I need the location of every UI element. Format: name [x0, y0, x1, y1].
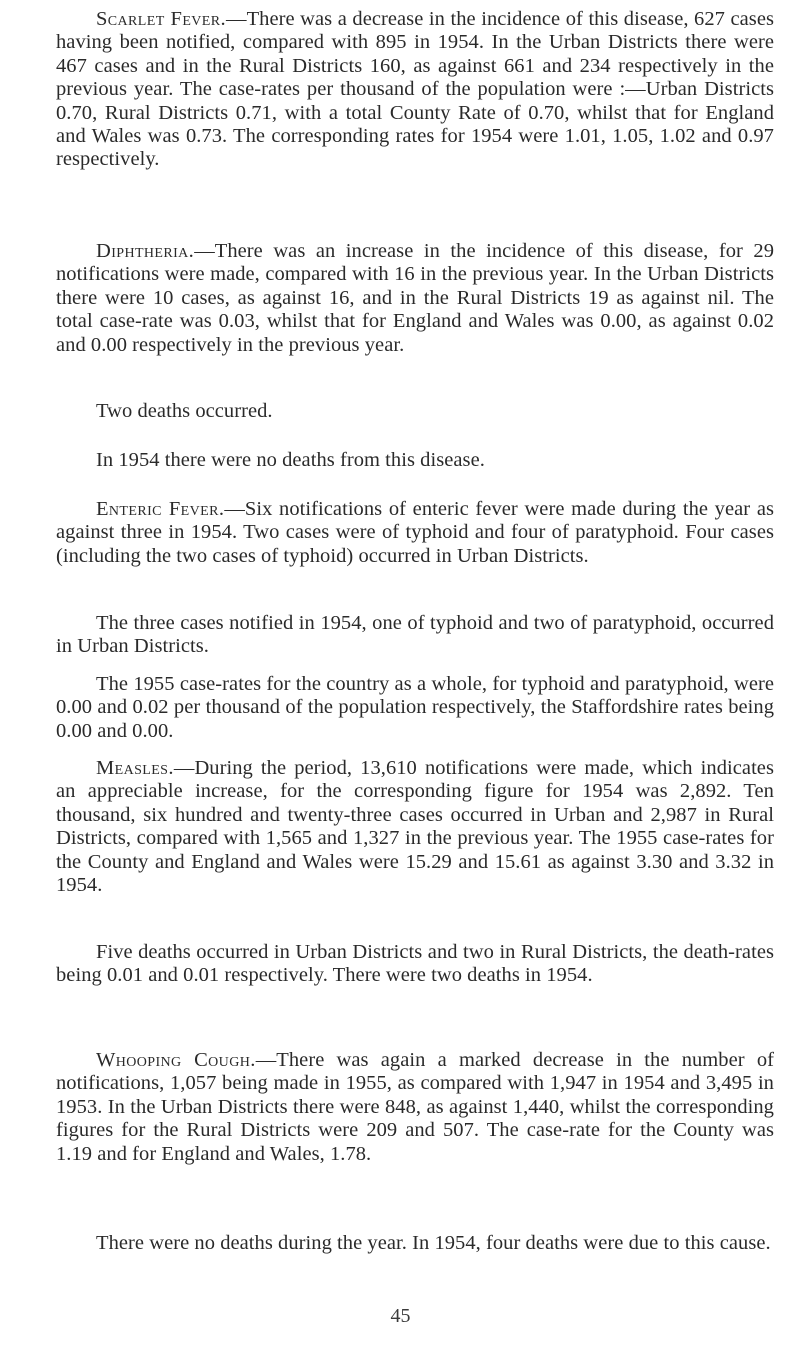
enteric-fever-paragraph: [56, 498, 774, 568]
enteric-fever-heading: Enteric Fever.: [96, 498, 225, 520]
scarlet-fever-heading: Scarlet Fever.: [96, 8, 227, 30]
whooping-cough-paragraph: [56, 1049, 774, 1166]
diphtheria-heading: Diphtheria.: [96, 240, 195, 262]
enteric-fever-text: —Six notifications of enteric fever were made during the year as against three in 1954. Two cases were of typhoid and four of paratyphoid. Four cases (including the two cases of typhoid) occurred in Urban Districts.: [56, 498, 774, 567]
enteric-rates-paragraph: The 1955 case-rates for the country as a whole, for typhoid and paratyphoid, were 0.00 and 0.02 per thousand of the population respectively, the Staffordshire rates being 0.00 and 0.00.: [56, 673, 774, 742]
measles-heading: Measles.: [96, 757, 174, 779]
diphtheria-paragraph: [56, 240, 774, 357]
whooping-cough-heading: Whooping Cough.: [96, 1049, 256, 1071]
enteric-1954-paragraph: The three cases notified in 1954, one of typhoid and two of paratyphoid, occurred in Urban Districts.: [56, 612, 774, 658]
whooping-cough-text: —There was again a marked decrease in the number of notifications, 1,057 being made in 1955, as compared with 1,947 in 1954 and 3,495 in 1953. In the Urban Districts there were 848, as against 1,440, whilst the corresponding figures for the Rural Districts were 209 and 507. The case-rate for the County was 1.19 and for England and Wales, 1.78.: [56, 1049, 774, 1165]
measles-paragraph: [56, 757, 774, 897]
diphtheria-text: —There was an increase in the incidence of this disease, for 29 notifications were made, compared with 16 in the previous year. In the Urban Districts there were 10 cases, as against 16, and in the Rural Districts 19 as against nil. The total case-rate was 0.03, whilst that for England and Wales was 0.00, as against 0.02 and 0.00 respectively in the previous year.: [56, 240, 774, 356]
measles-text: —During the period, 13,610 notifications were made, which indicates an appreciable increase, for the corresponding figure for 1954 was 2,892. Ten thousand, six hundred and twenty-three cases occurred in Urban and 2,987 in Rural Districts, compared with 1,565 and 1,327 in the previous year. The 1955 case-rates for the County and England and Wales were 15.29 and 15.61 as against 3.30 and 3.32 in 1954.: [56, 757, 774, 897]
diphtheria-deaths-paragraph: Two deaths occurred.: [96, 400, 273, 422]
page-number: 45: [390, 1305, 411, 1327]
measles-deaths-paragraph: Five deaths occurred in Urban Districts and two in Rural Districts, the death-rates being 0.01 and 0.01 respectively. There were two deaths in 1954.: [56, 941, 774, 987]
scarlet-fever-text: —There was a decrease in the incidence of this disease, 627 cases having been notified, compared with 895 in 1954. In the Urban Districts there were 467 cases and in the Rural Districts 160, as against 661 and 234 respectively in the previous year. The case-rates per thousand of the population were :—Urban Districts 0.70, Rural Districts 0.71, with a total County Rate of 0.70, whilst that for England and Wales was 0.73. The corresponding rates for 1954 were 1.01, 1.05, 1.02 and 0.97 respectively.: [56, 8, 774, 171]
diphtheria-1954-paragraph: In 1954 there were no deaths from this disease.: [96, 449, 485, 471]
scarlet-fever-paragraph: [56, 8, 774, 172]
whooping-cough-deaths-paragraph: There were no deaths during the year. In 1954, four deaths were due to this cause.: [96, 1232, 771, 1254]
